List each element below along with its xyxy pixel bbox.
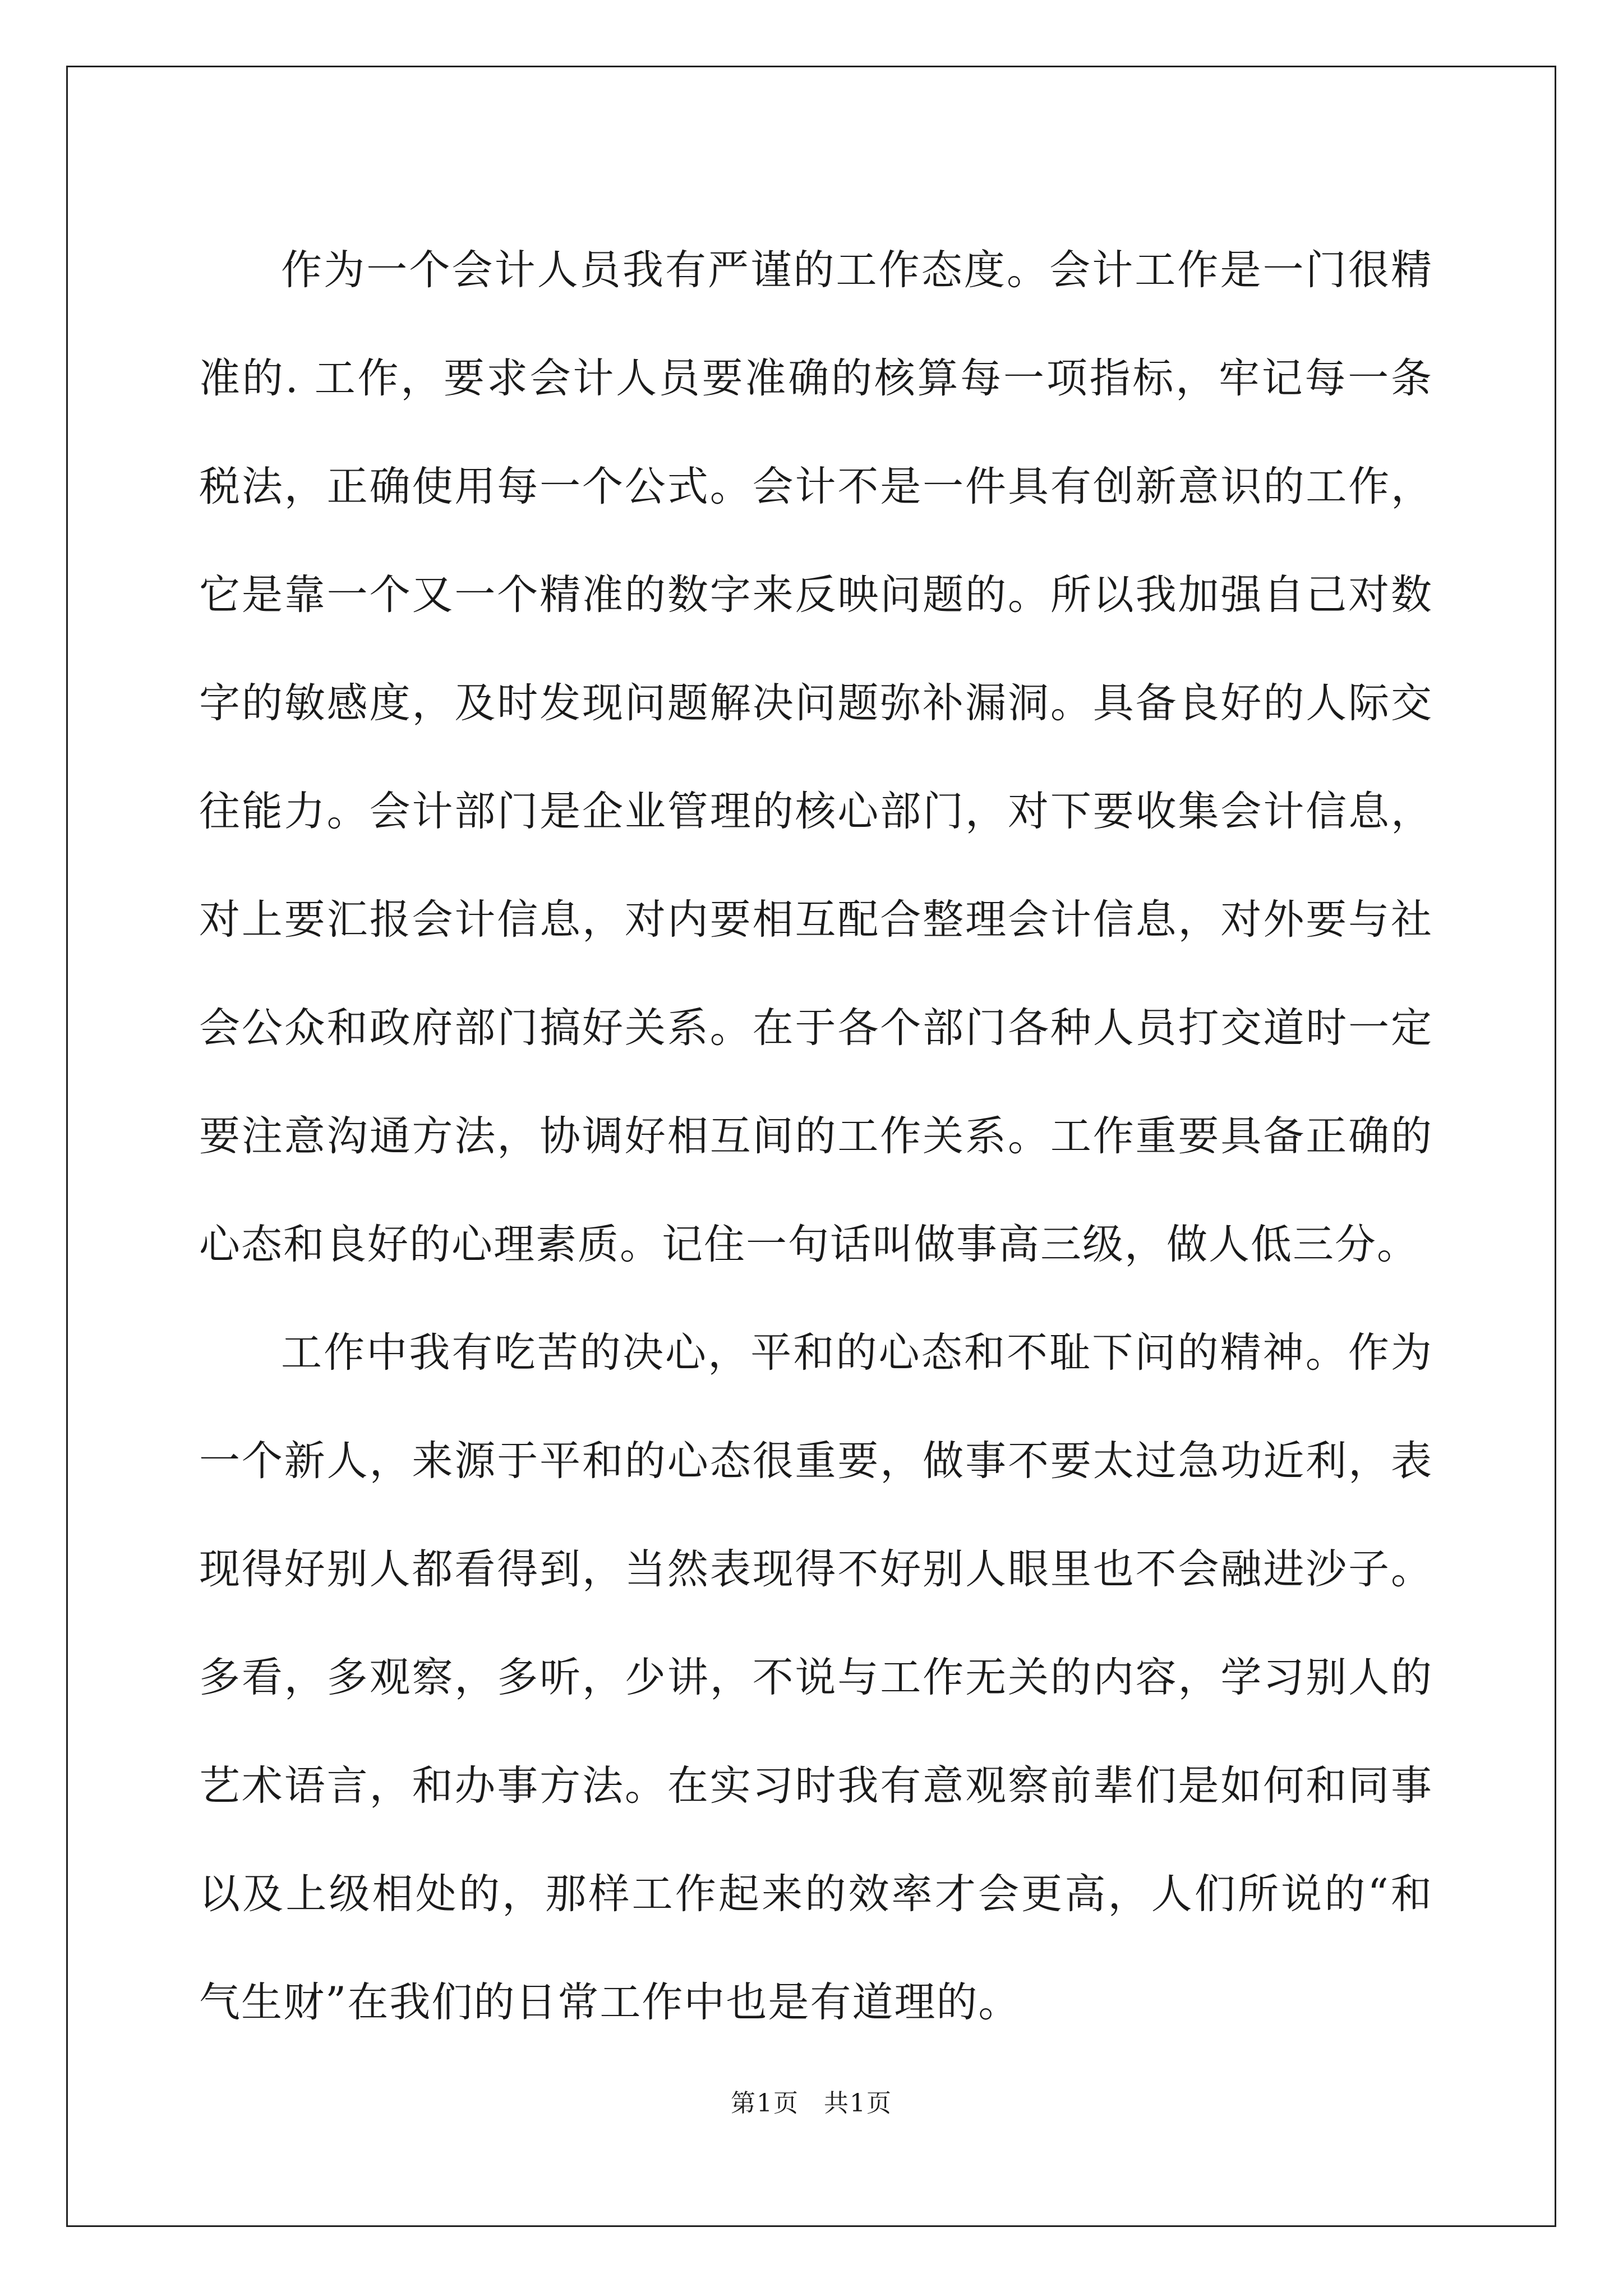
paragraph-1: 作为一个会计人员我有严谨的工作态度。会计工作是一门很精准的. 工作，要求会计人员要准确的核算每一项指标，牢记每一条税法，正确使用每一个公式。会计不是一件具有创新意识的工作，它是靠一个又一个精准的数字来反映问题的。所以我加强自己对数字的敏感度，及时发现问题解决问题弥补漏洞。具备良好的人际交往能力。会计部门是企业管理的核心部门，对下要收集会计信息，对上要汇报会计信息，对内要相互配合整理会计信息，对外要与社会公众和政府部门搞好关系。在于各个部门各种人员打交道时一定要注意沟通方法，协调好相互间的工作关系。工作重要具备正确的心态和良好的心理素质。记住一句话叫做事高三级，做人低三分。 [199,246,1433,1268]
page-footer [0,2087,1623,2120]
paragraph-2: 工作中我有吃苦的决心，平和的心态和不耻下问的精神。作为一个新人，来源于平和的心态很重要，做事不要太过急功近利，表现得好别人都看得到，当然表现得不好别人眼里也不会融进沙子。多看，多观察，多听，少讲，不说与工作无关的内容，学习别人的艺术语言，和办事方法。在实习时我有意观察前辈们是如何和同事以及上级相处的，那样工作起来的效率才会更高，人们所说的“和气生财”在我们的日常工作中也是有道理的。 [199,1329,1433,2026]
current-page-label: 第1页 [731,2089,799,2118]
document-body [199,216,1433,2056]
total-pages-label: 共1页 [824,2089,892,2118]
